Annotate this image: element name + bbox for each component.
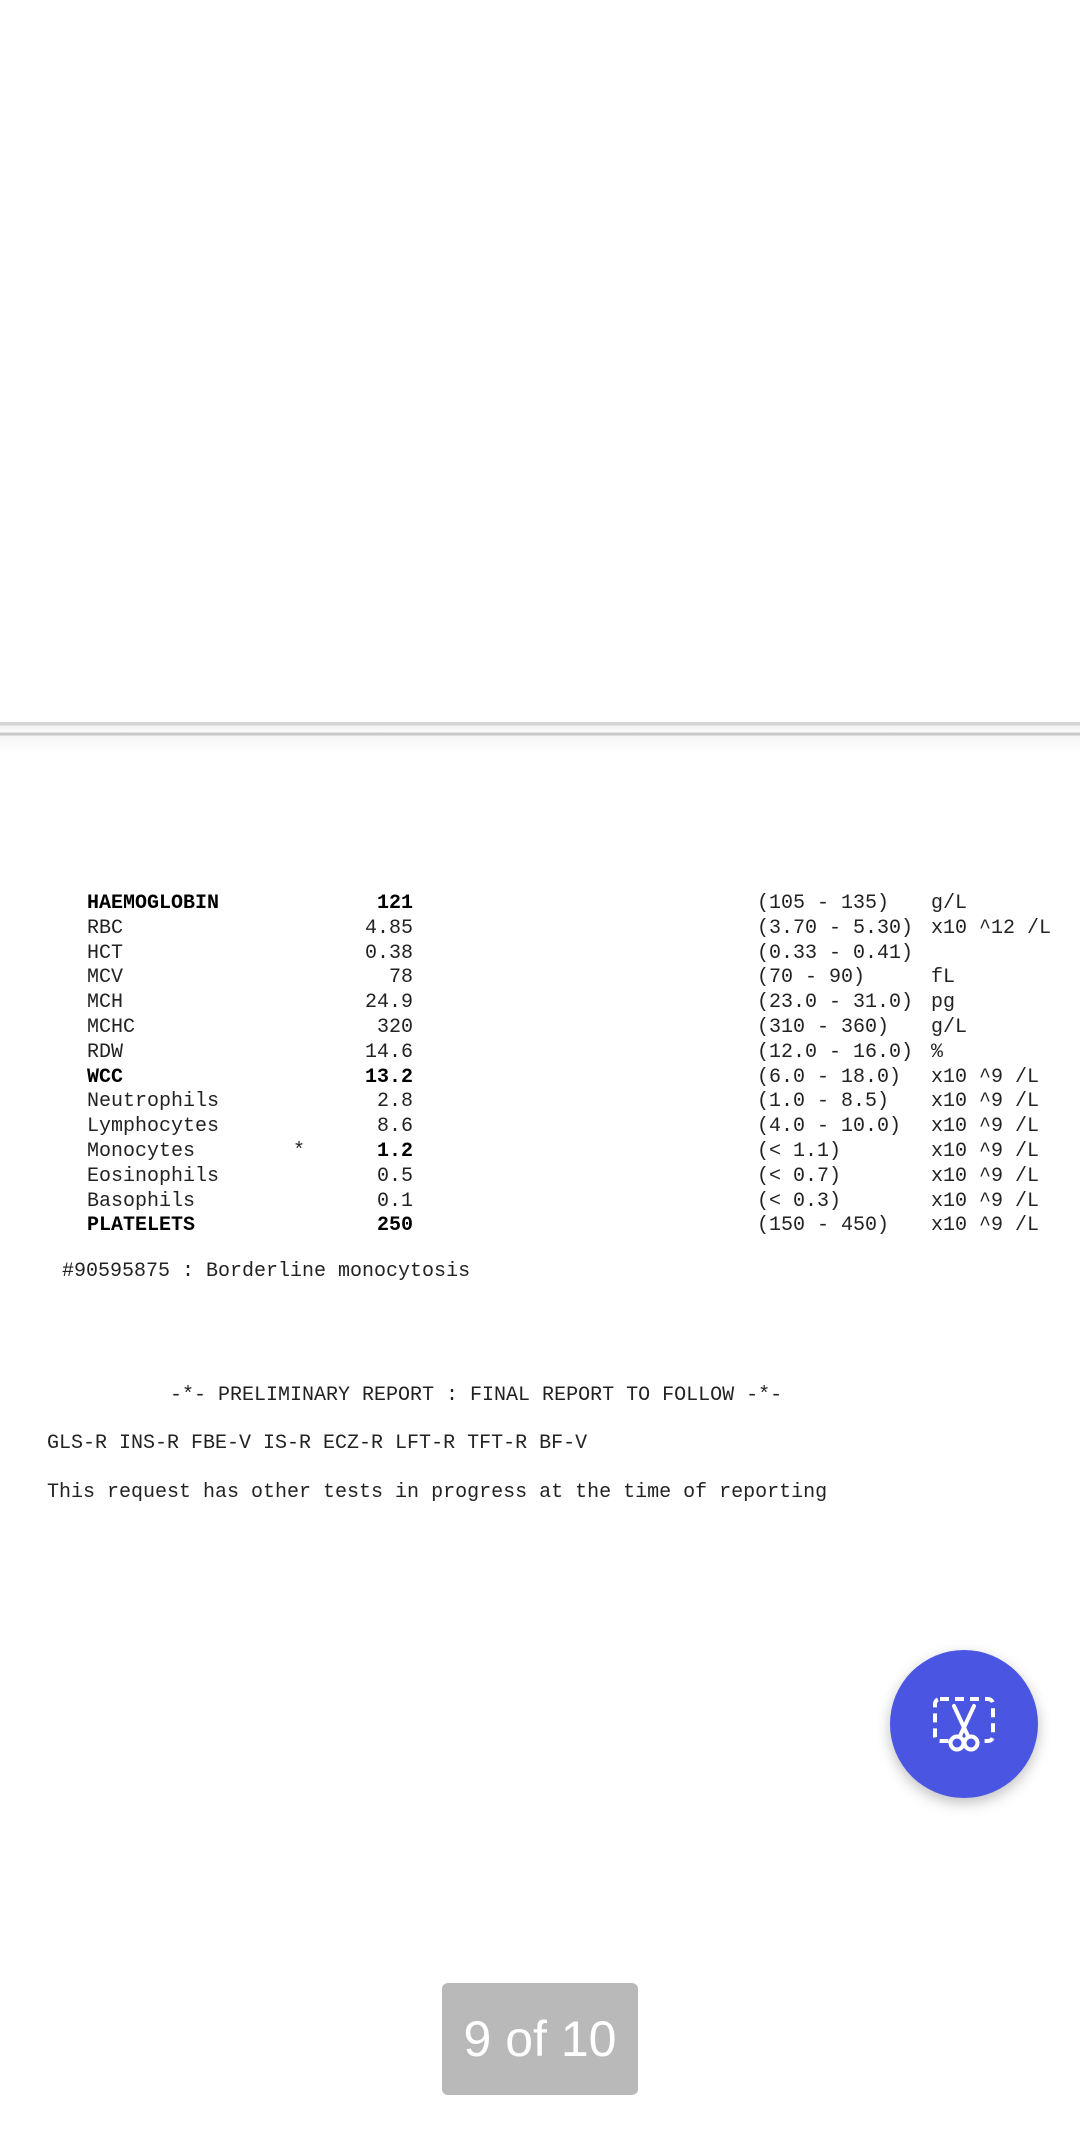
result-row (0, 1016, 1080, 1041)
results-table (0, 892, 1080, 1239)
result-range: (6.0 - 18.0) (757, 1065, 902, 1089)
result-row (0, 917, 1080, 942)
result-range: (310 - 360) (757, 1015, 890, 1039)
result-value: 14.6 (364, 1040, 413, 1064)
result-row (0, 1115, 1080, 1140)
result-value: 320 (376, 1015, 413, 1039)
result-range: (3.70 - 5.30) (757, 916, 914, 940)
result-row (0, 892, 1080, 917)
result-row (0, 1066, 1080, 1091)
result-unit: x10 ^9 /L (931, 1189, 1040, 1213)
result-value: 4.85 (364, 916, 413, 940)
result-unit: g/L (931, 892, 968, 915)
result-range: (150 - 450) (757, 1214, 890, 1238)
result-name: MCH (87, 991, 124, 1015)
result-name: Eosinophils (87, 1164, 220, 1188)
result-name: PLATELETS (87, 1214, 196, 1238)
result-row (0, 991, 1080, 1016)
result-row (0, 1190, 1080, 1215)
in-progress-notice: This request has other tests in progress at the time of reporting (47, 1481, 828, 1504)
result-name: RBC (87, 916, 124, 940)
result-name: Lymphocytes (87, 1115, 220, 1139)
result-range: (0.33 - 0.41) (757, 941, 914, 965)
result-unit: g/L (931, 1015, 968, 1039)
result-value: 0.38 (364, 941, 413, 965)
result-range: (105 - 135) (757, 892, 890, 915)
result-range: (< 0.3) (757, 1189, 842, 1213)
result-value: 121 (376, 892, 413, 915)
result-name: Monocytes (87, 1139, 196, 1163)
result-row (0, 1041, 1080, 1066)
result-row (0, 1090, 1080, 1115)
result-row (0, 1214, 1080, 1239)
result-name: HCT (87, 941, 124, 965)
preliminary-banner: -*- PRELIMINARY REPORT : FINAL REPORT TO FOLLOW -*- (170, 1384, 783, 1407)
result-unit: fL (931, 966, 956, 990)
result-value: 78 (388, 966, 413, 990)
result-unit: x10 ^9 /L (931, 1214, 1040, 1238)
result-value: 8.6 (376, 1115, 413, 1139)
report-note: #90595875 : Borderline monocytosis (62, 1260, 471, 1283)
result-value: 24.9 (364, 991, 413, 1015)
result-name: WCC (87, 1065, 124, 1089)
result-unit: pg (931, 991, 956, 1015)
result-unit: x10 ^9 /L (931, 1139, 1040, 1163)
result-row (0, 966, 1080, 991)
result-value: 0.5 (376, 1164, 413, 1188)
result-name: RDW (87, 1040, 124, 1064)
result-range: (4.0 - 10.0) (757, 1115, 902, 1139)
result-value: 0.1 (376, 1189, 413, 1213)
result-range: (70 - 90) (757, 966, 866, 990)
page-separator (0, 722, 1080, 752)
previous-page-blank-area (0, 0, 1080, 722)
result-name: HAEMOGLOBIN (87, 892, 220, 915)
result-name: MCV (87, 966, 124, 990)
result-row (0, 1140, 1080, 1165)
result-unit: % (931, 1040, 944, 1064)
result-unit: x10 ^9 /L (931, 1164, 1040, 1188)
result-range: (23.0 - 31.0) (757, 991, 914, 1015)
result-range: (< 0.7) (757, 1164, 842, 1188)
result-unit: x10 ^9 /L (931, 1115, 1040, 1139)
result-value: 250 (376, 1214, 413, 1238)
page-indicator: 9 of 10 (442, 1983, 638, 2095)
result-name: MCHC (87, 1015, 136, 1039)
result-row (0, 942, 1080, 967)
result-name: Neutrophils (87, 1090, 220, 1114)
result-value: 2.8 (376, 1090, 413, 1114)
result-range: (< 1.1) (757, 1139, 842, 1163)
result-unit: x10 ^9 /L (931, 1065, 1040, 1089)
result-row (0, 1165, 1080, 1190)
result-flag: * (293, 1139, 306, 1163)
result-range: (1.0 - 8.5) (757, 1090, 890, 1114)
test-codes: GLS-R INS-R FBE-V IS-R ECZ-R LFT-R TFT-R BF-V (47, 1432, 588, 1455)
result-name: Basophils (87, 1189, 196, 1213)
screenshot-capture-button[interactable] (890, 1650, 1038, 1798)
result-unit: x10 ^9 /L (931, 1090, 1040, 1114)
result-value: 13.2 (364, 1065, 413, 1089)
screenshot-scissors-icon (930, 1690, 998, 1758)
result-unit: x10 ^12 /L (931, 916, 1052, 940)
report-page (0, 752, 1080, 2137)
result-value: 1.2 (376, 1139, 413, 1163)
result-range: (12.0 - 16.0) (757, 1040, 914, 1064)
